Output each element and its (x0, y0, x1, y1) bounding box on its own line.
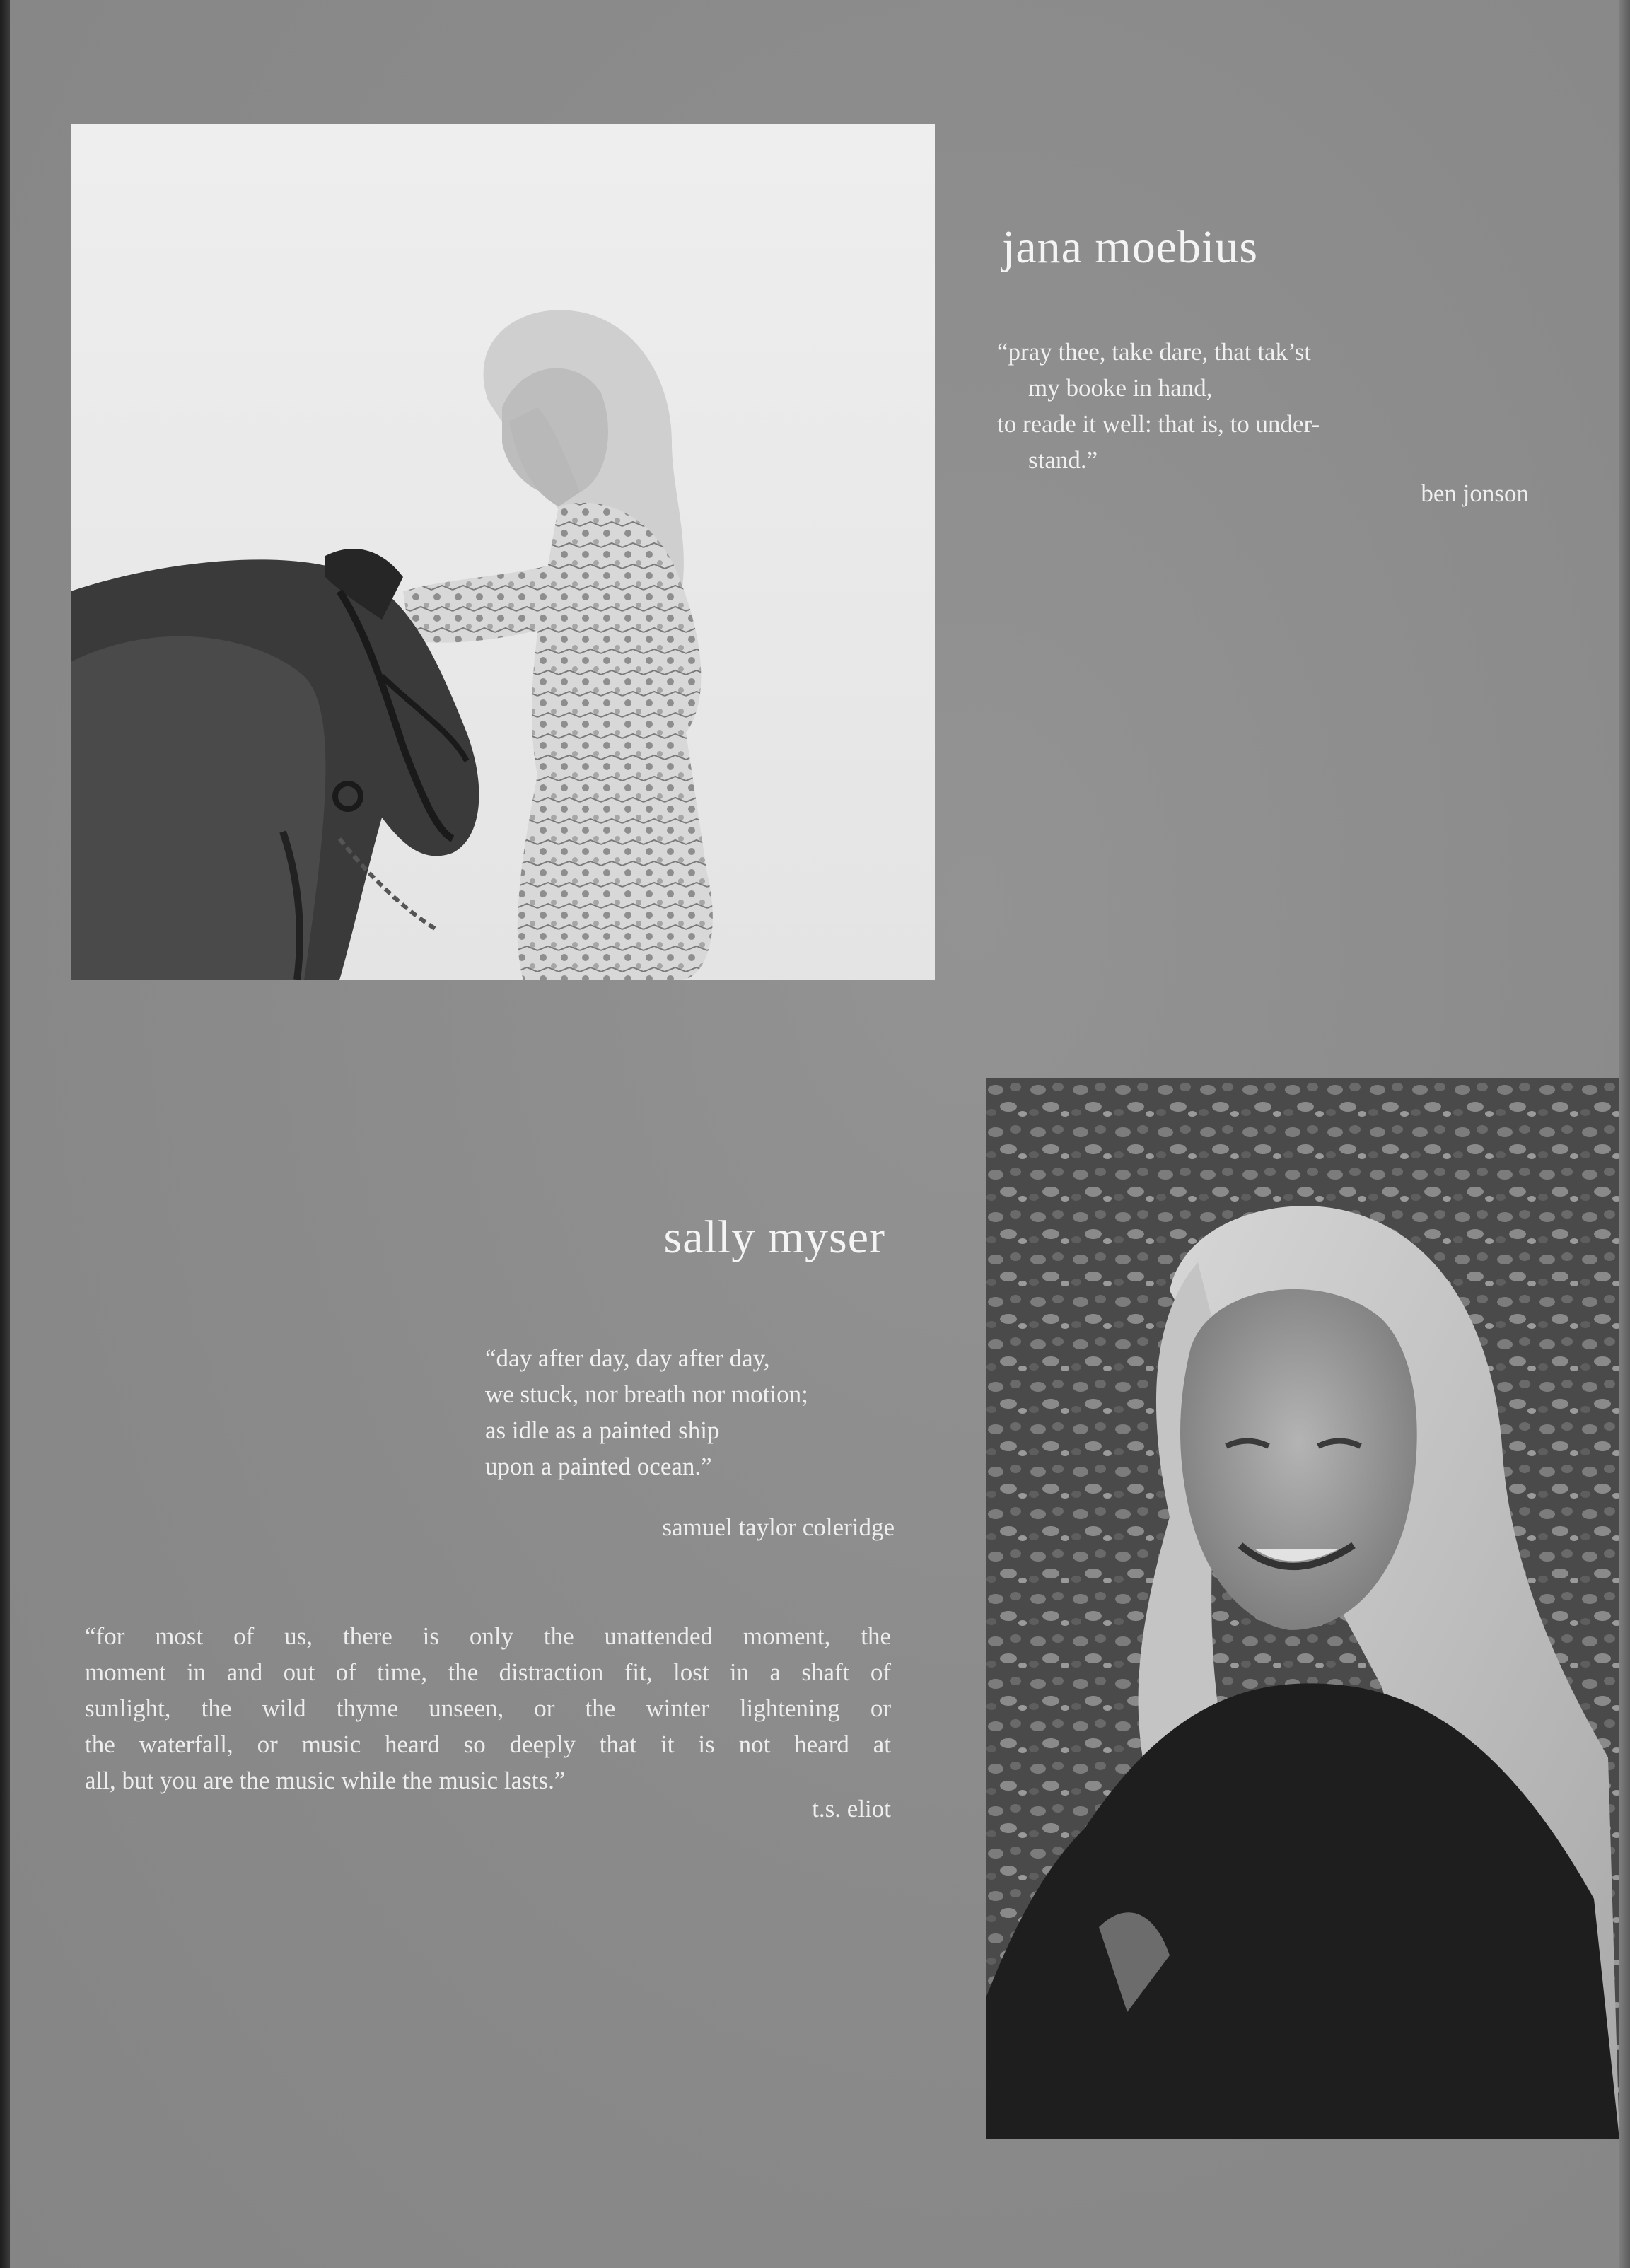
photo-girl-with-horse (71, 124, 935, 980)
quote-line: sunlight, the wild thyme unseen, or the winter lightening or (85, 1694, 891, 1722)
quote-line: the waterfall, or music heard so deeply that it is not heard at (85, 1731, 891, 1758)
quote-line: to reade it well: that is, to under- (997, 410, 1320, 438)
student-name-sally-myser: sally myser (663, 1211, 885, 1263)
quote-author-ben-jonson: ben jonson (1421, 479, 1529, 507)
quote-line: all, but you are the music while the music lasts.” (85, 1767, 566, 1794)
quote-line: we stuck, nor breath nor motion; (485, 1380, 808, 1408)
quote-author-coleridge: samuel taylor coleridge (662, 1513, 895, 1541)
quote-line: “pray thee, take dare, that tak’st (997, 338, 1312, 366)
quote-line: moment in and out of time, the distraction fit, lost in a shaft of (85, 1658, 891, 1686)
quote-line: “day after day, day after day, (485, 1344, 770, 1372)
quote-line: “for most of us, there is only the unattended moment, the (85, 1622, 891, 1650)
quote-coleridge (485, 1340, 808, 1484)
photo-smiling-girl (986, 1078, 1619, 2139)
student-name-jana-moebius: jana moebius (1002, 221, 1259, 273)
quote-line: as idle as a painted ship (485, 1417, 720, 1444)
page-edge (1619, 0, 1630, 2268)
page-binding (0, 0, 10, 2268)
quote-line: upon a painted ocean.” (485, 1453, 712, 1480)
quote-line: stand.” (1028, 446, 1098, 474)
quote-ts-eliot (85, 1618, 891, 1798)
quote-ben-jonson (997, 334, 1320, 478)
quote-line: my booke in hand, (1028, 374, 1213, 402)
quote-author-ts-eliot: t.s. eliot (812, 1795, 891, 1822)
